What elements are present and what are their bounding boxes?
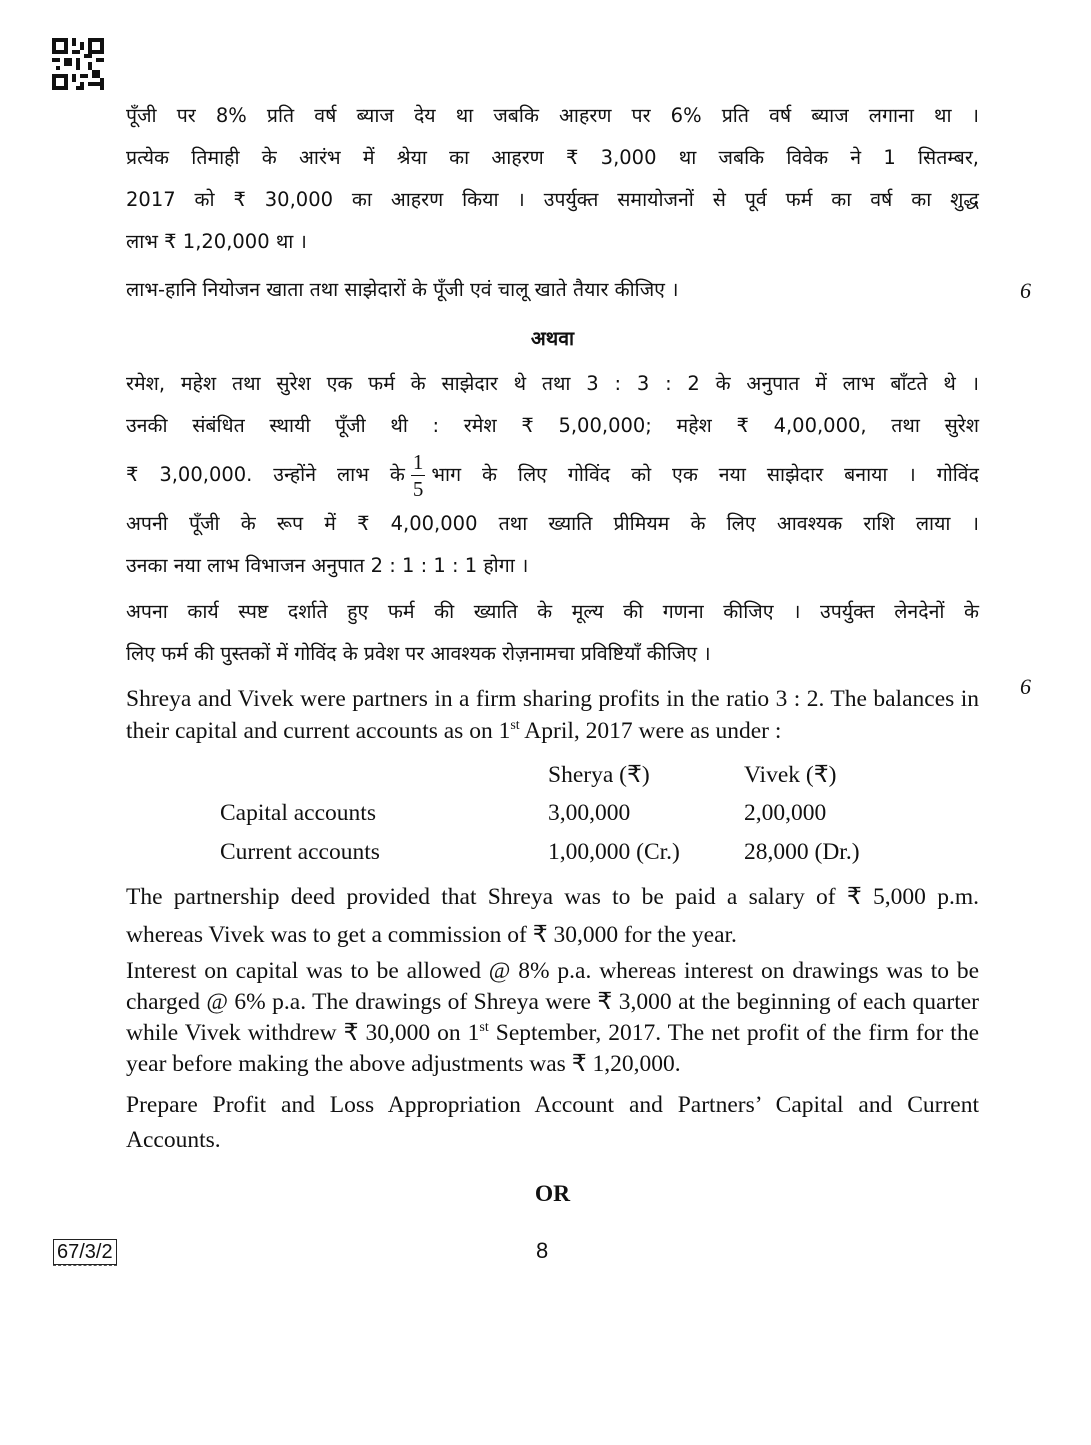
english-deed-paragraph: The partnership deed provided that Shreya was to be paid a salary of ₹ 5,000 p.m. whereas Vivek was to get a commission of ₹ 30,000 for the year.: [126, 884, 979, 948]
table-cell: 3,00,000: [548, 800, 631, 826]
table-cell: Capital accounts: [220, 800, 376, 826]
marks-label-second: 6: [1020, 674, 1031, 699]
english-interest-paragraph: [126, 956, 979, 1080]
hindi-para3-line1: रमेश, महेश तथा सुरेश एक फर्म के साझेदार थे तथा 3 : 3 : 2 के अनुपात में लाभ बाँटते थे ।: [126, 372, 979, 395]
hindi-para1-line2: प्रत्येक तिमाही के आरंभ में श्रेया का आहरण ₹ 3,000 था जबकि विवेक ने 1 सितम्बर,: [126, 146, 979, 169]
table-cell: Current accounts: [220, 839, 380, 865]
table-cell: 2,00,000: [744, 800, 827, 826]
hindi-para3-line4: अपनी पूँजी के रूप में ₹ 4,00,000 तथा ख्याति प्रीमियम के लिए आवश्यक राशि लाया ।: [126, 512, 979, 535]
english-or-heading: OR: [534, 1181, 571, 1207]
hindi-para1-line3: 2017 को ₹ 30,000 का आहरण किया । उपर्युक्त समायोजनों से पूर्व फर्म का वर्ष का शुद्ध: [126, 188, 979, 211]
table-cell: 1,00,000 (Cr.): [548, 839, 680, 865]
fraction-numerator: 1: [412, 450, 424, 474]
hindi-or-heading: अथवा: [530, 327, 575, 350]
hindi-para3-line2: उनकी संबंधित स्थायी पूँजी थी : रमेश ₹ 5,00,000; महेश ₹ 4,00,000, तथा सुरेश: [126, 414, 979, 437]
table-row: [220, 833, 860, 872]
table-cell: 28,000 (Dr.): [744, 839, 860, 865]
balances-table: [220, 755, 860, 872]
hindi-instruction: लाभ-हानि नियोजन खाता तथा साझेदारों के पूँजी एवं चालू खाते तैयार कीजिए ।: [126, 278, 679, 301]
hindi-para3-line5: उनका नया लाभ विभाजन अनुपात 2 : 1 : 1 : 1 होगा ।: [126, 554, 529, 577]
paper-code: 67/3/2: [53, 1239, 117, 1265]
hindi-para1-line4: लाभ ₹ 1,20,000 था ।: [126, 230, 307, 253]
superscript-st: st: [479, 1020, 489, 1035]
english-interest-start: Interest on capital was to be allowed @ 8% p.a. whereas interest on drawings was to be charged @ 6% p.a. The drawings of Shreya were ₹ 3,000 at the beginning of each quarter while Vivek withdrew ₹ 30,000 on 1: [126, 958, 979, 1046]
hindi-para3-line3: [126, 447, 979, 503]
page-number: 8: [536, 1238, 549, 1263]
hindi-para4-line1: अपना कार्य स्पष्ट दर्शाते हुए फर्म की ख्याति के मूल्य की गणना कीजिए । उपर्युक्त लेनदेनों के: [126, 600, 979, 623]
fraction-one-fifth: [411, 449, 426, 502]
english-prepare-instruction: Prepare Profit and Loss Appropriation Account and Partners’ Capital and Current Accounts.: [126, 1092, 979, 1153]
question-content: [126, 98, 979, 1210]
table-header-cell: [220, 755, 548, 794]
english-interest-end: September, 2017. The net profit of the firm for the year before making the above adjustments was ₹ 1,20,000.: [126, 1020, 979, 1077]
fraction-denominator: 5: [412, 477, 424, 501]
table-header-cell: Vivek (₹): [744, 762, 837, 788]
superscript-st: st: [510, 718, 520, 733]
marks-label-first: 6: [1020, 278, 1031, 303]
hindi-para4-line2: लिए फर्म की पुस्तकों में गोविंद के प्रवेश पर आवश्यक रोज़नामचा प्रविष्टियाँ कीजिए ।: [126, 642, 711, 665]
english-intro: [126, 683, 979, 747]
hindi-para3-line3-end: भाग के लिए गोविंद को एक नया साझेदार बनाया । गोविंद: [431, 463, 979, 486]
english-intro-end: April, 2017 were as under :: [519, 718, 782, 744]
hindi-para1-line1: पूँजी पर 8% प्रति वर्ष ब्याज देय था जबकि आहरण पर 6% प्रति वर्ष ब्याज लगाना था ।: [126, 104, 979, 127]
qr-code-icon: [52, 38, 104, 90]
hindi-para3-line3-start: ₹ 3,00,000. उन्होंने लाभ के: [126, 463, 405, 486]
table-header-cell: Sherya (₹): [548, 762, 650, 788]
table-header-row: [220, 755, 860, 794]
english-intro-start: Shreya and Vivek were partners in a firm sharing profits in the ratio 3 : 2. The balances in their capital and current accounts as on 1: [126, 686, 979, 744]
table-row: [220, 794, 860, 833]
